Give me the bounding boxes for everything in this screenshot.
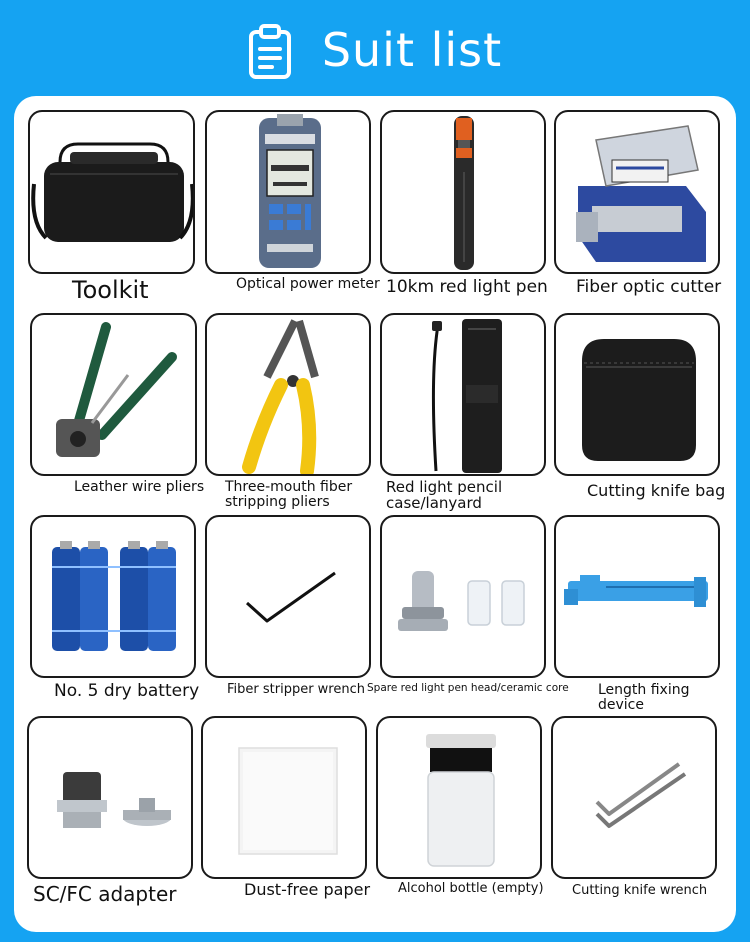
item-label-pencil-case-line2: case/lanyard bbox=[386, 493, 482, 512]
item-label-stripping-pliers bbox=[225, 480, 352, 509]
item-label-power-meter: Optical power meter bbox=[236, 276, 380, 292]
item-label-red-light-pen: 10km red light pen bbox=[386, 277, 548, 297]
item-card-dust-free-paper bbox=[201, 716, 367, 879]
item-label-length-fixer-line1: Length fixing bbox=[598, 682, 690, 698]
clipboard-icon bbox=[248, 24, 292, 80]
item-label-pen-head: Spare red light pen head/ceramic core bbox=[367, 682, 569, 694]
page-title: Suit list bbox=[321, 23, 503, 77]
power-meter-icon bbox=[207, 112, 371, 274]
pen-head-icon bbox=[382, 517, 546, 678]
alcohol-bottle-icon bbox=[378, 718, 542, 879]
item-card-red-light-pen bbox=[380, 110, 546, 274]
header bbox=[0, 0, 750, 100]
item-label-wire-pliers: Leather wire pliers bbox=[74, 479, 205, 495]
dust-free-paper-icon bbox=[203, 718, 367, 879]
length-fixer-icon bbox=[556, 517, 720, 678]
item-card-toolkit bbox=[28, 110, 195, 274]
wire-pliers-icon bbox=[32, 315, 197, 476]
item-label-stripping-pliers-line2: stripping pliers bbox=[225, 493, 330, 510]
red-light-pen-icon bbox=[382, 112, 546, 274]
item-card-stripper-wrench bbox=[205, 515, 371, 678]
item-label-knife-bag: Cutting knife bag bbox=[587, 481, 726, 500]
item-label-dust-free-paper: Dust-free paper bbox=[244, 880, 371, 899]
fiber-cleaver-icon bbox=[556, 112, 720, 274]
item-label-stripping-pliers-line1: Three-mouth fiber bbox=[225, 479, 353, 495]
item-label-fiber-cutter: Fiber optic cutter bbox=[576, 277, 722, 297]
stripping-pliers-icon bbox=[207, 315, 371, 476]
item-card-battery bbox=[30, 515, 196, 678]
item-label-length-fixer bbox=[598, 683, 690, 712]
item-label-alcohol-bottle: Alcohol bottle (empty) bbox=[398, 881, 544, 896]
item-card-fiber-cutter bbox=[554, 110, 720, 274]
item-label-adapter: SC/FC adapter bbox=[33, 882, 177, 906]
item-label-stripper-wrench: Fiber stripper wrench bbox=[227, 682, 365, 697]
item-card-adapter bbox=[27, 716, 193, 879]
item-card-pen-head bbox=[380, 515, 546, 678]
item-card-length-fixer bbox=[554, 515, 720, 678]
double-wrench-icon bbox=[553, 718, 717, 879]
hex-wrench-icon bbox=[207, 517, 371, 678]
item-card-knife-bag bbox=[554, 313, 720, 476]
item-card-alcohol-bottle bbox=[376, 716, 542, 879]
item-card-pencil-case bbox=[380, 313, 546, 476]
item-label-pencil-case bbox=[386, 480, 502, 512]
item-label-length-fixer-line2: device bbox=[598, 696, 644, 713]
knife-bag-icon bbox=[556, 315, 720, 476]
item-card-stripping-pliers bbox=[205, 313, 371, 476]
item-card-knife-wrench bbox=[551, 716, 717, 879]
item-label-toolkit: Toolkit bbox=[72, 276, 149, 304]
item-label-pencil-case-line1: Red light pencil bbox=[386, 478, 503, 496]
item-card-power-meter bbox=[205, 110, 371, 274]
item-label-battery: No. 5 dry battery bbox=[54, 681, 200, 701]
battery-icon bbox=[32, 517, 196, 678]
tool-bag-icon bbox=[30, 112, 195, 274]
item-card-wire-pliers bbox=[30, 313, 197, 476]
item-label-knife-wrench: Cutting knife wrench bbox=[572, 883, 708, 898]
adapter-icon bbox=[29, 718, 193, 879]
pencil-case-icon bbox=[382, 315, 546, 476]
